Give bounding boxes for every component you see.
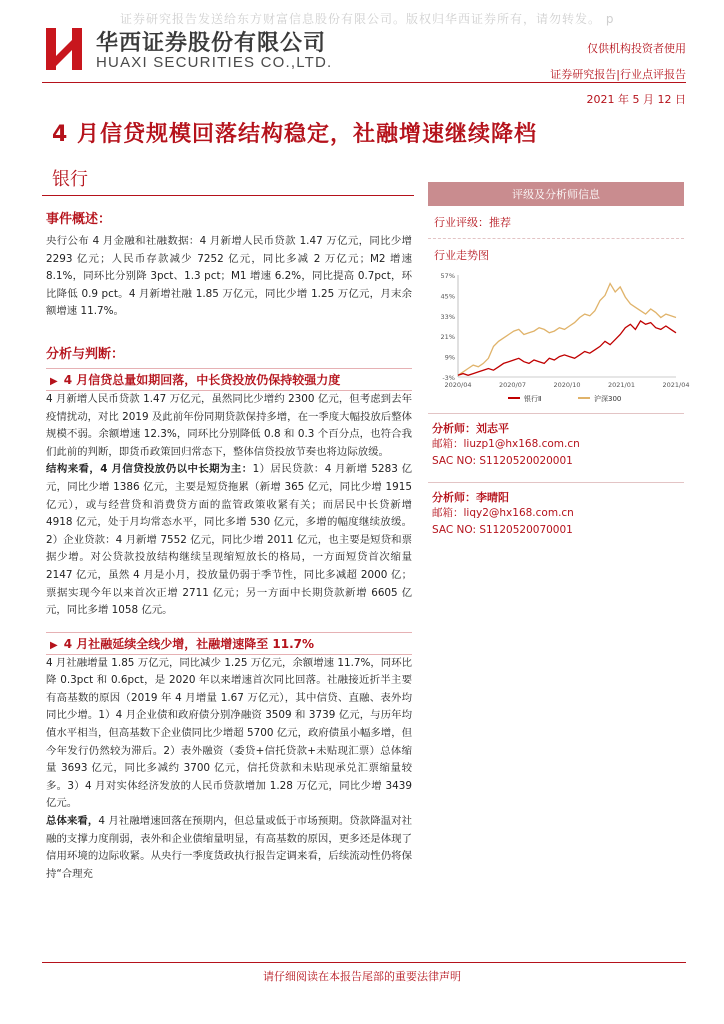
bullet2-lead: 总体来看， [46, 815, 99, 828]
triangle-bullet-icon: ▶ [50, 375, 58, 387]
x-tick-label: 2020/04 [444, 381, 472, 389]
event-text: 央行公布 4 月金融和社融数据：4 月新增人民币贷款 1.47 万亿元，同比少增 2293 亿元；人民币存款减少 7252 亿元，同比多减 2 万亿元；M2 增速 8.1%，同环比分别降 3pct、1.3 pct；M1 增速 6.2%，同比提高 0.7pct，环比降低 0.9 pct。4 月新增社融 1.85 万亿元，同比少增 1.25 万亿元，月末余额增速 11.7%。 [46, 235, 412, 318]
analyst-1-email-label: 邮箱： [432, 438, 464, 450]
y-tick-label: 45% [440, 292, 455, 301]
x-tick-label: 2021/01 [607, 381, 636, 389]
bullet-heading-1 [46, 368, 412, 391]
footer-divider [42, 962, 686, 963]
sector-label: 银行 [52, 169, 88, 190]
company-name-cn: 华西证券股份有限公司 [96, 31, 327, 56]
report-category: 证券研究报告|行业点评报告 [550, 68, 686, 81]
analyst-2-name: 李晴阳 [476, 491, 509, 504]
sidebar [428, 182, 690, 545]
audience-note: 仅供机构投资者使用 [587, 42, 686, 55]
x-tick-label: 2020/07 [498, 381, 527, 389]
analyst-2-email[interactable]: liqy2@hx168.com.cn [463, 507, 574, 519]
header-divider [42, 82, 686, 83]
analyst-1-email[interactable]: liuzp1@hx168.com.cn [463, 438, 580, 450]
legend-label: 银行Ⅱ [524, 395, 542, 403]
main-content [46, 208, 412, 883]
analyst-card-2 [428, 482, 684, 545]
rating-label: 行业评级： [434, 216, 489, 229]
trend-chart [428, 265, 690, 407]
footer-disclaimer: 请仔细阅读在本报告尾部的重要法律声明 [263, 970, 461, 983]
triangle-bullet-icon: ▶ [50, 639, 58, 651]
bullet1-paragraph-2 [46, 461, 412, 619]
analyst-2-email-label: 邮箱： [432, 507, 464, 519]
bullet2-paragraph-2 [46, 813, 412, 883]
bullet-title-1: 4 月信贷总量如期回落，中长贷投放仍保持较强力度 [63, 372, 341, 387]
industry-rating [428, 206, 684, 239]
bullet2-body: 4 月社融增速回落在预期内，但总量或低于市场预期。贷款降温对社融的支撑力度削弱，表外和企业债缩量明显，有高基数的原因，更多还是体现了信用环境的边际收紧。从央行一季度货政执行报告定调来看，后续流动性仍将保持“合理充 [46, 815, 412, 880]
y-tick-label: 57% [440, 272, 455, 280]
analyst-1-label: 分析师： [432, 422, 476, 435]
bullet-heading-2 [46, 632, 412, 655]
y-tick-label: 21% [440, 333, 455, 342]
rating-header: 评级及分析师信息 [428, 182, 684, 206]
bullet1-body: 1）居民贷款：4 月新增 5283 亿元，同比少增 1386 亿元，主要是短贷拖累（新增 365 亿元，同比少增 1915 亿元），或与经营贷和消费贷方面的监管政策收紧有关；而居民中长贷新增 4918 亿元，处于月均常态水平，同比多增 530 亿元，多增的幅度继续放缓。2）企业贷款：4 月新增 7552 亿元，同比少增 2011 亿元，也主要是短贷和票据少增。对公贷款投放结构继续呈现缩短放长的格局，一方面短贷首次缩量 2147 亿元，虽然 4 月是小月，投放量仍弱于季节性，同比多减超 2000 亿；票据实现今年以来首次正增 2711 亿元；另一方面中长期贷款新增 6605 亿元，同比多增 1058 亿元。 [46, 463, 412, 617]
analysis-heading: 分析与判断： [46, 346, 125, 362]
analyst-card-1 [428, 413, 684, 476]
huaxi-logo-icon [42, 26, 86, 72]
analyst-2-sac: SAC NO: S1120520070001 [432, 524, 573, 536]
sector-divider [42, 195, 414, 196]
bullet2-paragraph-1: 4 月社融增量 1.85 万亿元，同比减少 1.25 万亿元，余额增速 11.7%，同环比降 0.3pct 和 0.6pct，是 2020 年以来增速首次同比回落。社融接近折半主要有高基数的原因（2019 年 4 月增量 1.67 万亿元），其中信贷、直融、表外均同比少增。1）4 月企业债和政府债分别净融资 3509 和 3739 亿元，与历年均值水平相当，但高基数下企业债同比少增超 5700 亿元，政府债虽小幅多增，但今年发行仍然较为滞后。2）表外融资（委贷+信托贷款+未贴现汇票）总体缩量 3693 亿元，同比多减约 3700 亿元，信托贷款和未贴现承兑汇票缩量较多。3）4 月对实体经济发放的人民币贷款增加 1.28 万亿元，同比少增 3439 亿元。 [46, 656, 412, 810]
watermark-text: 证券研究报告发送给东方财富信息股份有限公司。版权归华西证券所有，请勿转发。 p [120, 12, 615, 26]
rating-value: 推荐 [489, 216, 511, 229]
x-tick-label: 2020/10 [553, 381, 581, 389]
bullet-title-2: 4 月社融延续全线少增，社融增速降至 11.7% [63, 636, 315, 651]
bullet1-paragraph-1: 4 月新增人民币贷款 1.47 万亿元，虽然同比少增约 2300 亿元，但考虑到去年疫情扰动，对比 2019 及此前年份同期贷款保持多增，在一季度大幅投放后整体规模不弱。余额增速 12.3%，同环比分别降低 0.8 和 0.3 个百分点，也符合我们此前的判断，即货币政策回归常态下，整体信贷投放节奏也将边际放缓。 [46, 392, 412, 458]
x-tick-label: 2021/04 [662, 381, 690, 389]
y-tick-label: -3% [442, 374, 455, 382]
y-tick-label: 33% [440, 312, 455, 321]
analyst-1-sac: SAC NO: S1120520020001 [432, 455, 573, 467]
event-heading: 事件概述： [46, 212, 112, 227]
report-title: 4 月信贷规模回落结构稳定，社融增速继续降档 [52, 122, 537, 147]
bullet1-lead: 结构来看，4 月信贷投放仍以中长期为主： [46, 463, 253, 476]
analyst-2-label: 分析师： [432, 491, 476, 504]
company-name-en: HUAXI SECURITIES CO.,LTD. [96, 54, 333, 71]
legend-label: 沪深300 [594, 395, 622, 403]
report-date: 2021 年 5 月 12 日 [586, 93, 686, 106]
trend-chart-label: 行业走势图 [434, 249, 489, 262]
analyst-1-name: 刘志平 [476, 422, 509, 435]
series-line-csi300 [458, 284, 676, 376]
y-tick-label: 9% [444, 353, 455, 362]
series-line-bank [458, 321, 676, 375]
